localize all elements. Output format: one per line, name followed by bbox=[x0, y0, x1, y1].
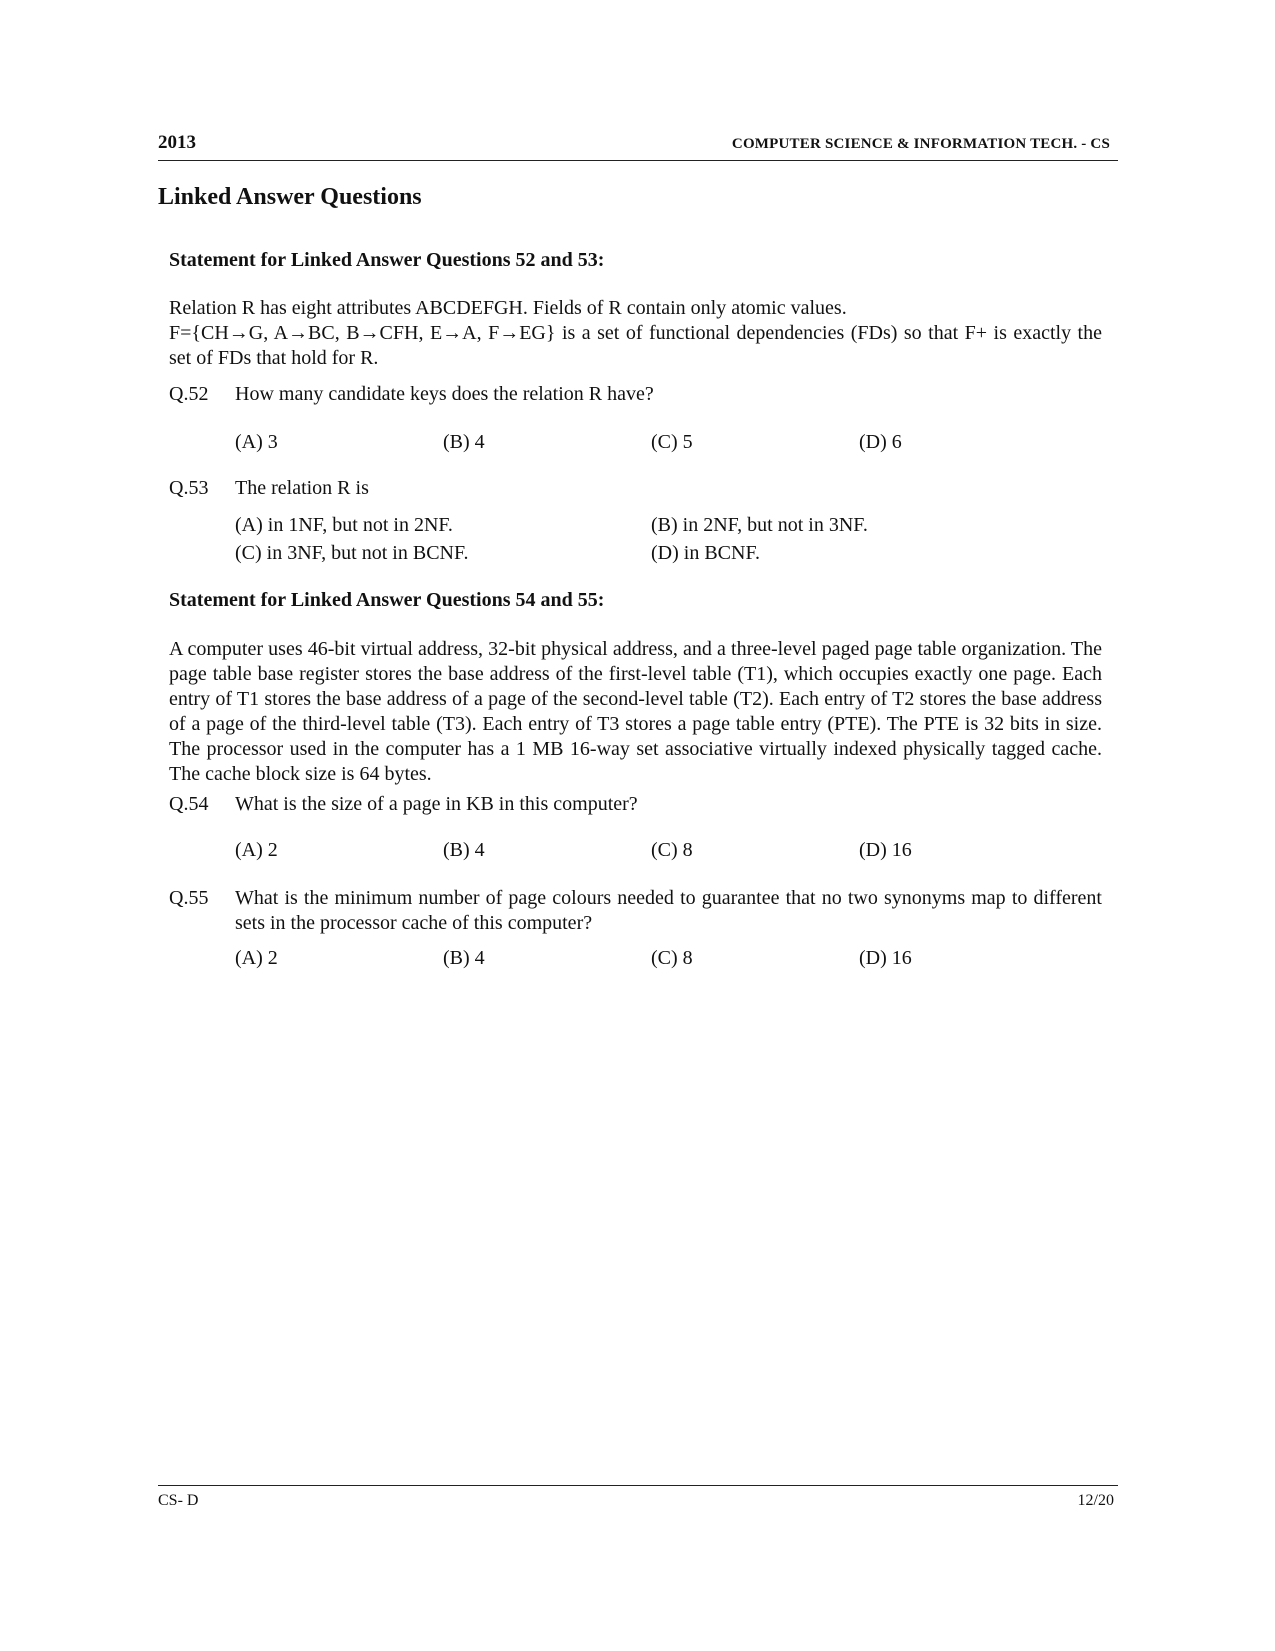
footer-page-number: 12/20 bbox=[1077, 1492, 1114, 1509]
question-54 bbox=[169, 792, 1102, 817]
header-subject: COMPUTER SCIENCE & INFORMATION TECH. - CS bbox=[731, 136, 1110, 152]
question-55-option-d[interactable]: (D) 16 bbox=[859, 947, 912, 969]
question-54-number: Q.54 bbox=[169, 793, 209, 815]
statement-54-55 bbox=[169, 588, 1102, 613]
section-title: Linked Answer Questions bbox=[158, 184, 422, 210]
statement-52-53-body bbox=[169, 296, 1102, 371]
question-55-option-a[interactable]: (A) 2 bbox=[235, 947, 278, 969]
question-53-number: Q.53 bbox=[169, 477, 209, 499]
question-52-number: Q.52 bbox=[169, 383, 209, 405]
question-55-option-c[interactable]: (C) 8 bbox=[651, 947, 693, 969]
question-53-option-d[interactable]: (D) in BCNF. bbox=[651, 542, 760, 564]
question-53-option-a[interactable]: (A) in 1NF, but not in 2NF. bbox=[235, 514, 453, 536]
question-52-option-a[interactable]: (A) 3 bbox=[235, 431, 278, 453]
question-52-option-c[interactable]: (C) 5 bbox=[651, 431, 693, 453]
question-54-option-a[interactable]: (A) 2 bbox=[235, 839, 278, 861]
page-footer bbox=[158, 1485, 1118, 1509]
question-55-number: Q.55 bbox=[169, 887, 209, 909]
footer-paper-code: CS- D bbox=[158, 1492, 199, 1509]
question-53 bbox=[169, 476, 1102, 501]
question-54-option-b[interactable]: (B) 4 bbox=[443, 839, 485, 861]
question-52 bbox=[169, 382, 1102, 407]
question-52-option-d[interactable]: (D) 6 bbox=[859, 431, 902, 453]
statement-52-53-line2: F={CH→G, A→BC, B→CFH, E→A, F→EG} is a set of functional dependencies (FDs) so that F+ is exactly the set of FDs that hold for R. bbox=[169, 322, 1102, 369]
question-53-options bbox=[235, 511, 1075, 571]
question-55 bbox=[169, 886, 1102, 936]
question-53-option-c[interactable]: (C) in 3NF, but not in BCNF. bbox=[235, 542, 469, 564]
question-54-text: What is the size of a page in KB in this computer? bbox=[235, 793, 638, 815]
statement-52-53-title: Statement for Linked Answer Questions 52 and 53: bbox=[169, 249, 605, 271]
header-year: 2013 bbox=[158, 132, 196, 153]
question-55-option-b[interactable]: (B) 4 bbox=[443, 947, 485, 969]
question-55-text: What is the minimum number of page colours needed to guarantee that no two synonyms map to different sets in the processor cache of this computer? bbox=[235, 887, 1102, 934]
question-54-option-d[interactable]: (D) 16 bbox=[859, 839, 912, 861]
question-54-option-c[interactable]: (C) 8 bbox=[651, 839, 693, 861]
question-52-option-b[interactable]: (B) 4 bbox=[443, 431, 485, 453]
statement-52-53-line1: Relation R has eight attributes ABCDEFGH. Fields of R contain only atomic values. bbox=[169, 297, 847, 319]
page-header bbox=[158, 130, 1118, 161]
question-53-option-b[interactable]: (B) in 2NF, but not in 3NF. bbox=[651, 514, 868, 536]
statement-52-53 bbox=[169, 248, 1102, 273]
statement-54-55-title: Statement for Linked Answer Questions 54 and 55: bbox=[169, 589, 605, 611]
question-52-text: How many candidate keys does the relation R have? bbox=[235, 383, 654, 405]
question-53-text: The relation R is bbox=[235, 477, 369, 499]
statement-54-55-body: A computer uses 46-bit virtual address, 32-bit physical address, and a three-level paged page table organization. The page table base register stores the base address of the first-level table (T1), which occupies exactly one page. Each entry of T1 stores the base address of a page of the second-level table (T2). Each entry of T2 stores the base address of a page of the third-level table (T3). Each entry of T3 stores a page table entry (PTE). The PTE is 32 bits in size. The processor used in the computer has a 1 MB 16-way set associative virtually indexed physically tagged cache. The cache block size is 64 bytes. bbox=[169, 638, 1102, 785]
